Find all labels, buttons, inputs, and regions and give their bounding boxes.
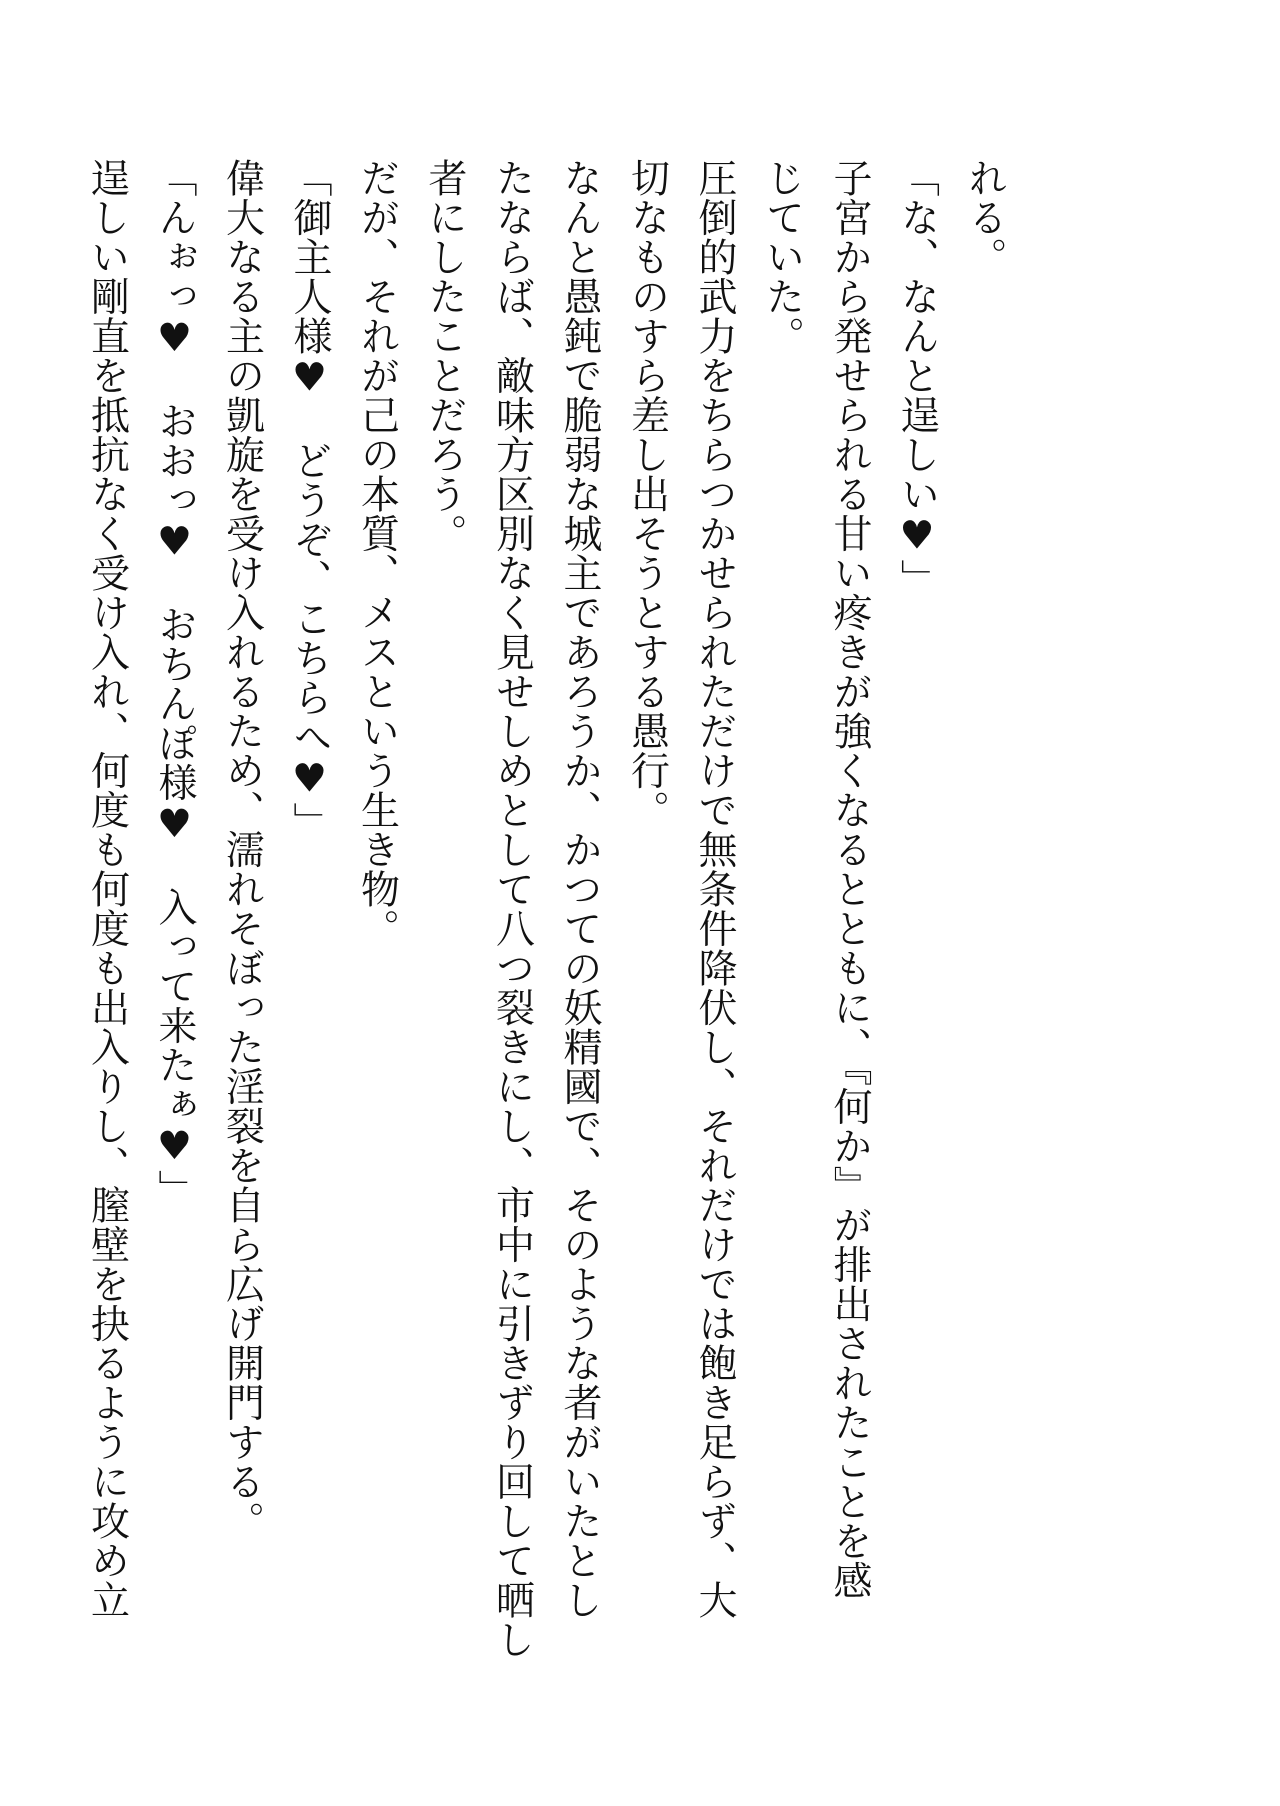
text-line-7: なんと愚鈍で脆弱な城主であろうか、かつての妖精國で、そのような者がいたとし <box>557 158 602 1620</box>
text-line-3: 子宮から発せられる甘い疼きが強くなるとともに、『何か』が排出されたことを感 <box>827 158 872 1600</box>
text-line-10: だが、それが己の本質、メスという生き物。 <box>354 158 400 948</box>
text-line-8: たならば、敵味方区別なく見せしめとして八つ裂きにし、市中に引きずり回して晒し <box>489 158 535 1659</box>
text-line-1: れる。 <box>962 158 1007 277</box>
text-line-9: 者にしたことだろう。 <box>422 158 467 553</box>
text-line-12: 偉大なる主の凱旋を受け入れるため、濡れそぼった淫裂を自ら広げ開門する。 <box>219 158 265 1541</box>
text-line-14: 逞しい剛直を抵抗なく受け入れ、何度も何度も出入りし、膣壁を抉るように攻め立 <box>84 158 130 1620</box>
text-line-13: 「んぉっ♥ おおっ♥ おちんぽ様♥ 入って来たぁ♥」 <box>152 158 197 1209</box>
text-line-6: 切なものすら差し出そうとする愚行。 <box>624 158 670 830</box>
text-line-11: 「御主人様♥ どうぞ、こちらへ♥」 <box>287 158 332 842</box>
text-line-5: 圧倒的武力をちらつかせられただけで無条件降伏し、それだけでは飽き足らず、大 <box>692 158 737 1620</box>
text-line-4: じていた。 <box>759 158 805 356</box>
text-line-2: 「な、なんと逞しい♥」 <box>894 158 940 599</box>
vertical-text-body <box>84 158 1018 1659</box>
